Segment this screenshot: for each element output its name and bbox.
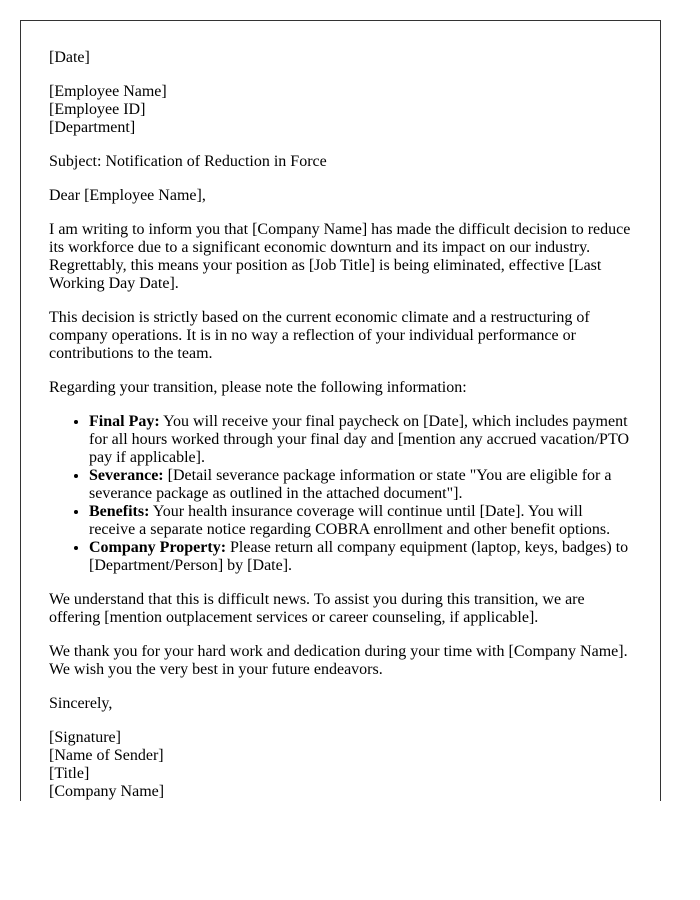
recipient-id: [Employee ID] — [49, 101, 146, 118]
list-item-text: You will receive your final paycheck on [Date], which includes payment for all hours worked through your final day and [mention any accrued vacation/PTO pay if applicable]. — [89, 413, 629, 466]
list-item-final-pay — [89, 413, 632, 467]
list-item-label: Benefits: — [89, 503, 150, 520]
list-item-severance — [89, 467, 632, 503]
list-item-company-property — [89, 539, 632, 575]
list-item-label: Severance: — [89, 467, 164, 484]
letter-page — [20, 20, 661, 801]
list-item-text: Please return all company equipment (laptop, keys, badges) to [Department/Person] by [Date]. — [89, 539, 629, 574]
letter-salutation: Dear [Employee Name], — [49, 187, 206, 204]
letter-valediction: Sincerely, — [49, 695, 113, 712]
paragraph-transition-intro: Regarding your transition, please note the following information: — [49, 379, 467, 396]
sender-company: [Company Name] — [49, 783, 165, 800]
list-item-label: Company Property: — [89, 539, 227, 556]
letter-date: [Date] — [49, 49, 90, 66]
transition-list — [49, 413, 632, 575]
sender-title: [Title] — [49, 765, 90, 782]
list-item-benefits — [89, 503, 632, 539]
list-item-label: Final Pay: — [89, 413, 160, 430]
list-item-text: Your health insurance coverage will continue until [Date]. You will receive a separate notice regarding COBRA enrollment and other benefit options. — [89, 503, 611, 538]
recipient-block — [49, 83, 632, 137]
paragraph-thanks: We thank you for your hard work and dedication during your time with [Company Name]. We wish you the very best in your future endeavors. — [49, 643, 628, 678]
letter-subject: Subject: Notification of Reduction in Force — [49, 153, 327, 170]
list-item-text: [Detail severance package information or state "You are eligible for a severance package as outlined in the attached document"]. — [89, 467, 612, 502]
sender-name: [Name of Sender] — [49, 747, 164, 764]
recipient-department: [Department] — [49, 119, 136, 136]
recipient-name: [Employee Name] — [49, 83, 167, 100]
signature: [Signature] — [49, 729, 121, 746]
paragraph-support: We understand that this is difficult news. To assist you during this transition, we are offering [mention outplacement services or career counseling, if applicable]. — [49, 591, 585, 626]
paragraph-announcement: I am writing to inform you that [Company Name] has made the difficult decision to reduce its workforce due to a significant economic downturn and its impact on our industry. Regrettably, this means your position as [Job Title] is being eliminated, effective [Last Working Day Date]. — [49, 221, 631, 292]
paragraph-reason: This decision is strictly based on the current economic climate and a restructuring of company operations. It is in no way a reflection of your individual performance or contributions to the team. — [49, 309, 590, 362]
signature-block — [49, 729, 632, 801]
